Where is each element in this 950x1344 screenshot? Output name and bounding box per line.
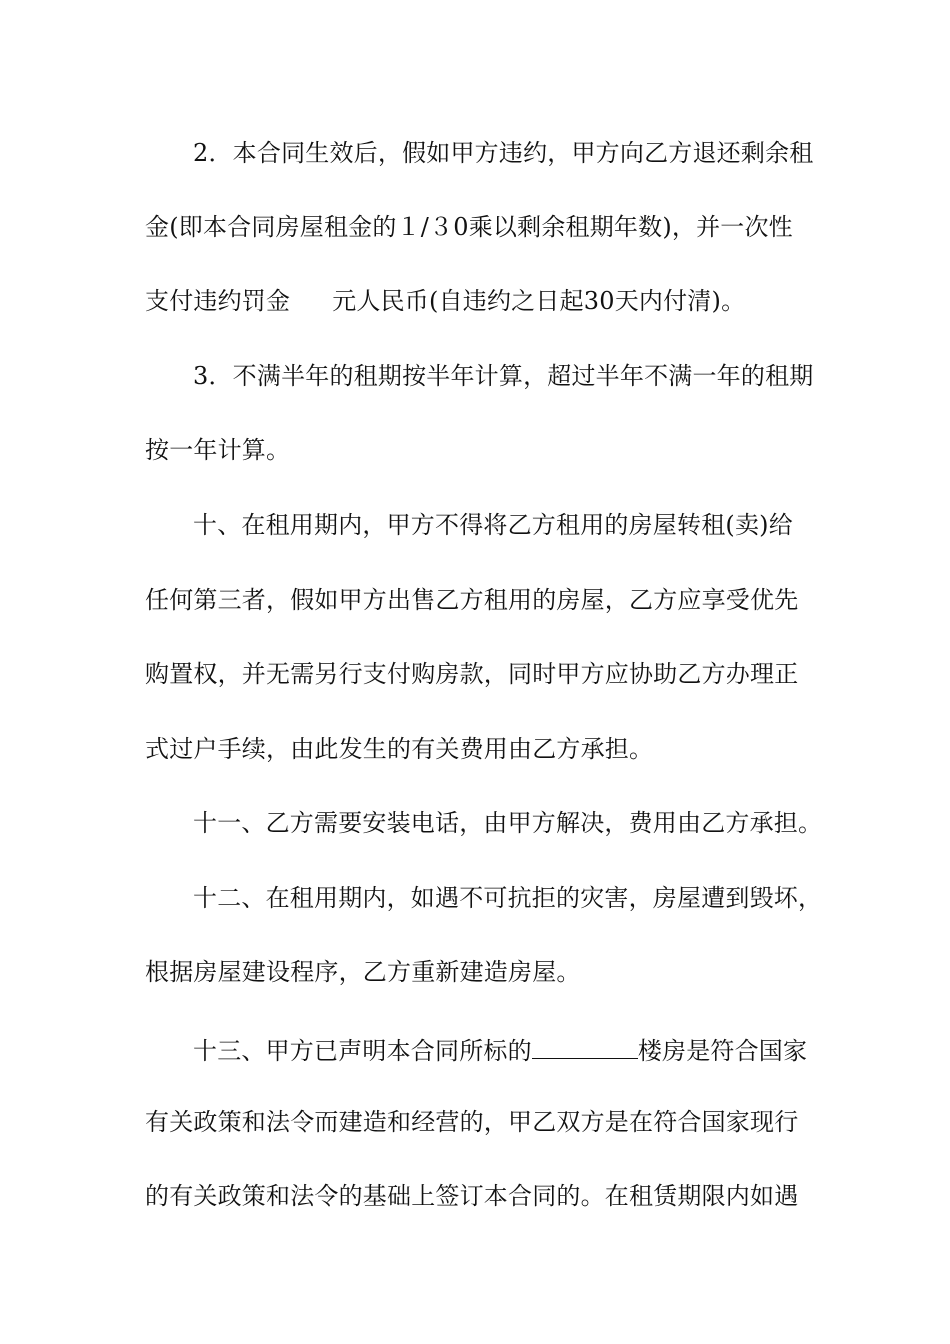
paragraph-text: 楼房是符合国家 [637, 1037, 808, 1065]
paragraph-line: 根据房屋建设程序，乙方重新建造房屋。 [145, 958, 581, 986]
fill-in-blank [532, 1032, 638, 1059]
paragraph-line [145, 286, 815, 316]
paragraph-line: 3．不满半年的租期按半年计算，超过半年不满一年的租期 [193, 362, 814, 390]
paragraph-line: 式过户手续，由此发生的有关费用由乙方承担。 [145, 735, 654, 763]
paragraph-line: 十一、乙方需要安装电话，由甲方解决，费用由乙方承担。 [193, 809, 823, 837]
paragraph-line: 十二、在租用期内，如遇不可抗拒的灾害，房屋遭到毁坏， [193, 884, 823, 912]
paragraph-line: 购置权，并无需另行支付购房款，同时甲方应协助乙方办理正 [145, 660, 799, 688]
paragraph-line: 金(即本合同房屋租金的１/３0乘以剩余租期年数)，并一次性 [145, 213, 793, 241]
paragraph-text: 十三、甲方已声明本合同所标的 [193, 1037, 532, 1065]
paragraph-line: 按一年计算。 [145, 436, 291, 464]
paragraph-text: 元人民币(自违约之日起30天内付清)。 [332, 287, 746, 315]
paragraph-line: 十、在租用期内，甲方不得将乙方租用的房屋转租(卖)给 [193, 511, 793, 539]
paragraph-text: 支付违约罚金 [145, 287, 291, 315]
paragraph-line: 任何第三者，假如甲方出售乙方租用的房屋，乙方应享受优先 [145, 586, 799, 614]
paragraph-line [193, 1032, 815, 1066]
paragraph-line: 2．本合同生效后，假如甲方违约，甲方向乙方退还剩余租 [193, 139, 814, 167]
paragraph-line: 有关政策和法令而建造和经营的，甲乙双方是在符合国家现行 [145, 1108, 799, 1136]
paragraph-line: 的有关政策和法令的基础上签订本合同的。在租赁期限内如遇 [145, 1182, 799, 1210]
